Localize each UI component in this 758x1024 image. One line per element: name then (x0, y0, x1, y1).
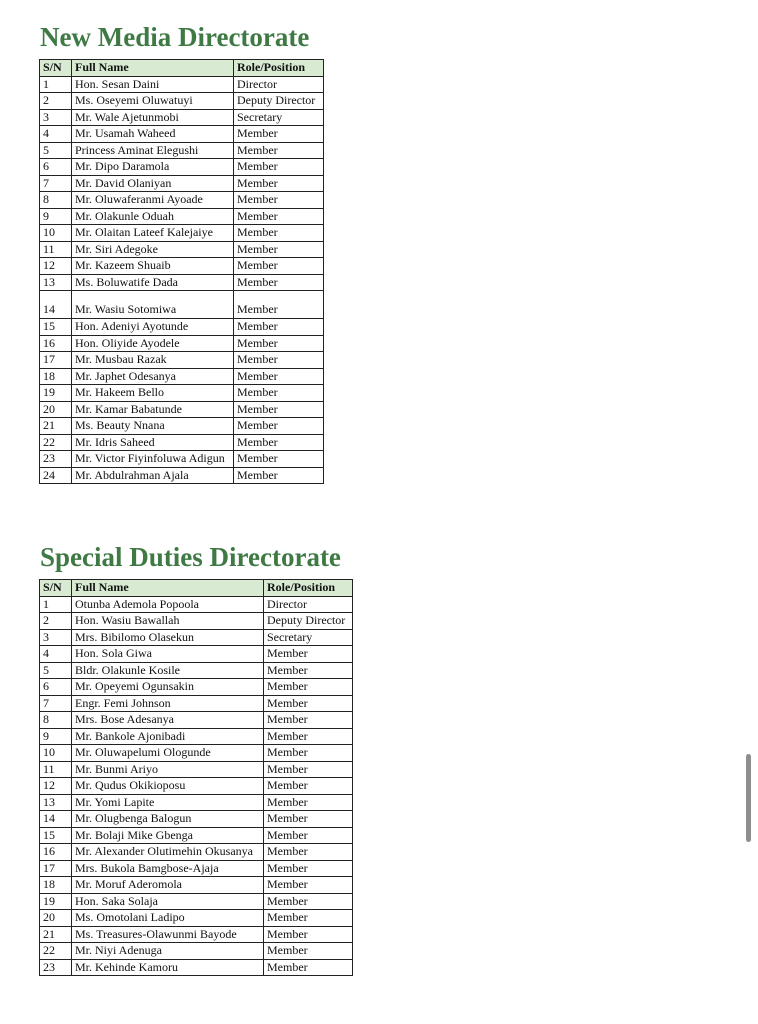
cell-sn: 8 (40, 712, 72, 729)
cell-sn: 11 (40, 761, 72, 778)
cell-sn: 15 (40, 827, 72, 844)
cell-role: Member (234, 319, 324, 336)
cell-full-name: Mr. Kazeem Shuaib (72, 258, 234, 275)
cell-full-name: Mr. Qudus Okikioposu (72, 778, 264, 795)
cell-role: Secretary (264, 629, 353, 646)
cell-sn: 22 (40, 943, 72, 960)
header-sn: S/N (40, 580, 72, 597)
cell-role: Member (264, 910, 353, 927)
cell-sn: 13 (40, 794, 72, 811)
cell-sn: 14 (40, 811, 72, 828)
table-row (40, 434, 324, 451)
cell-sn: 17 (40, 860, 72, 877)
cell-full-name: Hon. Sesan Daini (72, 76, 234, 93)
table-row (40, 274, 324, 291)
table-row (40, 778, 353, 795)
table-header-row (40, 60, 324, 77)
cell-full-name: Mr. Olakunle Oduah (72, 208, 234, 225)
cell-role: Member (264, 926, 353, 943)
table-row (40, 596, 353, 613)
cell-sn: 9 (40, 728, 72, 745)
table-row (40, 794, 353, 811)
table-row (40, 893, 353, 910)
table-row (40, 175, 324, 192)
cell-role: Member (264, 745, 353, 762)
cell-role: Member (234, 126, 324, 143)
vertical-scrollbar[interactable] (746, 754, 751, 842)
cell-role: Member (234, 418, 324, 435)
cell-role: Member (264, 827, 353, 844)
cell-role: Member (234, 258, 324, 275)
cell-full-name: Mr. Idris Saheed (72, 434, 234, 451)
cell-sn: 4 (40, 646, 72, 663)
cell-role: Member (264, 761, 353, 778)
cell-sn: 2 (40, 613, 72, 630)
cell-role: Member (264, 877, 353, 894)
cell-full-name: Mr. Bunmi Ariyo (72, 761, 264, 778)
cell-sn: 12 (40, 258, 72, 275)
cell-full-name: Mr. Opeyemi Ogunsakin (72, 679, 264, 696)
table-row (40, 844, 353, 861)
table-row (40, 679, 353, 696)
cell-role: Member (234, 352, 324, 369)
table-row (40, 258, 324, 275)
table-row (40, 662, 353, 679)
cell-full-name: Mrs. Bibilomo Olasekun (72, 629, 264, 646)
cell-sn: 22 (40, 434, 72, 451)
cell-sn: 6 (40, 159, 72, 176)
table-row (40, 827, 353, 844)
cell-sn: 18 (40, 877, 72, 894)
cell-sn: 16 (40, 844, 72, 861)
cell-role: Secretary (234, 109, 324, 126)
table-row (40, 910, 353, 927)
table-row (40, 208, 324, 225)
cell-sn: 20 (40, 910, 72, 927)
cell-role: Member (234, 467, 324, 484)
cell-sn: 1 (40, 76, 72, 93)
table-row (40, 418, 324, 435)
cell-sn: 9 (40, 208, 72, 225)
cell-full-name: Mr. Alexander Olutimehin Okusanya (72, 844, 264, 861)
table-row (40, 745, 353, 762)
section-title: Special Duties Directorate (40, 542, 341, 572)
table-row (40, 646, 353, 663)
table-header-row (40, 580, 353, 597)
cell-full-name: Mr. Wasiu Sotomiwa (72, 291, 234, 319)
cell-full-name: Mr. David Olaniyan (72, 175, 234, 192)
cell-role: Member (264, 679, 353, 696)
members-table (39, 579, 353, 976)
cell-full-name: Mr. Wale Ajetunmobi (72, 109, 234, 126)
cell-role: Member (264, 844, 353, 861)
table-row (40, 319, 324, 336)
cell-role: Member (234, 241, 324, 258)
cell-role: Member (234, 208, 324, 225)
table-row (40, 811, 353, 828)
cell-full-name: Mr. Olugbenga Balogun (72, 811, 264, 828)
table-row (40, 142, 324, 159)
cell-full-name: Hon. Wasiu Bawallah (72, 613, 264, 630)
cell-role: Member (234, 434, 324, 451)
table-row (40, 877, 353, 894)
cell-role: Deputy Director (264, 613, 353, 630)
cell-full-name: Mr. Oluwapelumi Ologunde (72, 745, 264, 762)
cell-sn: 23 (40, 959, 72, 976)
table-row (40, 385, 324, 402)
cell-role: Member (264, 728, 353, 745)
cell-sn: 16 (40, 335, 72, 352)
cell-full-name: Mr. Oluwaferanmi Ayoade (72, 192, 234, 209)
cell-role: Member (234, 401, 324, 418)
table-row (40, 159, 324, 176)
cell-full-name: Ms. Treasures-Olawunmi Bayode (72, 926, 264, 943)
cell-full-name: Mr. Moruf Aderomola (72, 877, 264, 894)
cell-full-name: Mr. Hakeem Bello (72, 385, 234, 402)
cell-full-name: Mr. Yomi Lapite (72, 794, 264, 811)
table-row (40, 225, 324, 242)
table-row (40, 76, 324, 93)
table-row (40, 959, 353, 976)
cell-full-name: Princess Aminat Elegushi (72, 142, 234, 159)
table-row (40, 728, 353, 745)
table-row (40, 401, 324, 418)
cell-full-name: Ms. Boluwatife Dada (72, 274, 234, 291)
cell-full-name: Mr. Usamah Waheed (72, 126, 234, 143)
header-role: Role/Position (234, 60, 324, 77)
cell-sn: 1 (40, 596, 72, 613)
cell-role: Member (234, 175, 324, 192)
cell-full-name: Mrs. Bukola Bamgbose-Ajaja (72, 860, 264, 877)
cell-full-name: Mr. Olaitan Lateef Kalejaiye (72, 225, 234, 242)
cell-full-name: Hon. Oliyide Ayodele (72, 335, 234, 352)
cell-full-name: Hon. Adeniyi Ayotunde (72, 319, 234, 336)
table-row (40, 712, 353, 729)
cell-sn: 5 (40, 662, 72, 679)
cell-role: Member (234, 385, 324, 402)
section-title: New Media Directorate (40, 22, 310, 52)
cell-sn: 15 (40, 319, 72, 336)
cell-role: Director (234, 76, 324, 93)
cell-sn: 13 (40, 274, 72, 291)
cell-full-name: Otunba Ademola Popoola (72, 596, 264, 613)
table-row (40, 860, 353, 877)
cell-role: Member (264, 662, 353, 679)
cell-full-name: Ms. Beauty Nnana (72, 418, 234, 435)
table-row (40, 241, 324, 258)
table-row (40, 695, 353, 712)
cell-sn: 24 (40, 467, 72, 484)
table-row (40, 335, 324, 352)
cell-role: Member (264, 712, 353, 729)
header-sn: S/N (40, 60, 72, 77)
cell-full-name: Mr. Niyi Adenuga (72, 943, 264, 960)
table-row (40, 613, 353, 630)
cell-sn: 17 (40, 352, 72, 369)
table-row (40, 109, 324, 126)
cell-role: Member (264, 860, 353, 877)
header-role: Role/Position (264, 580, 353, 597)
cell-full-name: Hon. Sola Giwa (72, 646, 264, 663)
cell-sn: 21 (40, 418, 72, 435)
cell-role: Member (264, 778, 353, 795)
cell-full-name: Mr. Bolaji Mike Gbenga (72, 827, 264, 844)
cell-full-name: Engr. Femi Johnson (72, 695, 264, 712)
cell-full-name: Mr. Abdulrahman Ajala (72, 467, 234, 484)
cell-sn: 6 (40, 679, 72, 696)
table-row (40, 451, 324, 468)
cell-full-name: Mr. Kamar Babatunde (72, 401, 234, 418)
table-row (40, 629, 353, 646)
cell-sn: 2 (40, 93, 72, 110)
cell-full-name: Mr. Dipo Daramola (72, 159, 234, 176)
table-row (40, 467, 324, 484)
table-row (40, 761, 353, 778)
table-row (40, 368, 324, 385)
cell-role: Member (264, 959, 353, 976)
cell-role: Member (264, 943, 353, 960)
table-row (40, 291, 324, 319)
cell-sn: 10 (40, 745, 72, 762)
cell-sn: 19 (40, 893, 72, 910)
cell-role: Member (234, 451, 324, 468)
cell-role: Member (234, 159, 324, 176)
cell-sn: 23 (40, 451, 72, 468)
cell-role: Member (234, 225, 324, 242)
cell-sn: 8 (40, 192, 72, 209)
cell-sn: 18 (40, 368, 72, 385)
cell-sn: 19 (40, 385, 72, 402)
cell-full-name: Hon. Saka Solaja (72, 893, 264, 910)
cell-full-name: Mr. Musbau Razak (72, 352, 234, 369)
cell-sn: 3 (40, 109, 72, 126)
cell-sn: 12 (40, 778, 72, 795)
table-row (40, 93, 324, 110)
table-row (40, 126, 324, 143)
cell-role: Member (234, 192, 324, 209)
cell-role: Member (234, 368, 324, 385)
cell-role: Member (264, 893, 353, 910)
cell-full-name: Mr. Japhet Odesanya (72, 368, 234, 385)
table-row (40, 192, 324, 209)
cell-role: Member (264, 646, 353, 663)
cell-full-name: Mr. Siri Adegoke (72, 241, 234, 258)
cell-sn: 4 (40, 126, 72, 143)
cell-role: Member (264, 695, 353, 712)
cell-full-name: Mr. Bankole Ajonibadi (72, 728, 264, 745)
special-duties-section (39, 540, 353, 976)
cell-sn: 3 (40, 629, 72, 646)
new-media-section (39, 20, 324, 484)
cell-full-name: Ms. Omotolani Ladipo (72, 910, 264, 927)
table-row (40, 352, 324, 369)
cell-role: Member (234, 335, 324, 352)
cell-sn: 21 (40, 926, 72, 943)
cell-sn: 7 (40, 175, 72, 192)
table-row (40, 926, 353, 943)
cell-sn: 10 (40, 225, 72, 242)
header-full-name: Full Name (72, 580, 264, 597)
cell-full-name: Mr. Kehinde Kamoru (72, 959, 264, 976)
cell-role: Member (264, 794, 353, 811)
cell-role: Member (234, 142, 324, 159)
cell-role: Member (234, 274, 324, 291)
table-row (40, 943, 353, 960)
cell-sn: 5 (40, 142, 72, 159)
cell-sn: 14 (40, 291, 72, 319)
cell-full-name: Mr. Victor Fiyinfoluwa Adigun (72, 451, 234, 468)
header-full-name: Full Name (72, 60, 234, 77)
cell-sn: 7 (40, 695, 72, 712)
cell-sn: 11 (40, 241, 72, 258)
members-table (39, 59, 324, 484)
cell-full-name: Ms. Oseyemi Oluwatuyi (72, 93, 234, 110)
cell-sn: 20 (40, 401, 72, 418)
cell-role: Deputy Director (234, 93, 324, 110)
cell-full-name: Bldr. Olakunle Kosile (72, 662, 264, 679)
cell-role: Member (264, 811, 353, 828)
cell-full-name: Mrs. Bose Adesanya (72, 712, 264, 729)
cell-role: Director (264, 596, 353, 613)
cell-role: Member (234, 291, 324, 319)
